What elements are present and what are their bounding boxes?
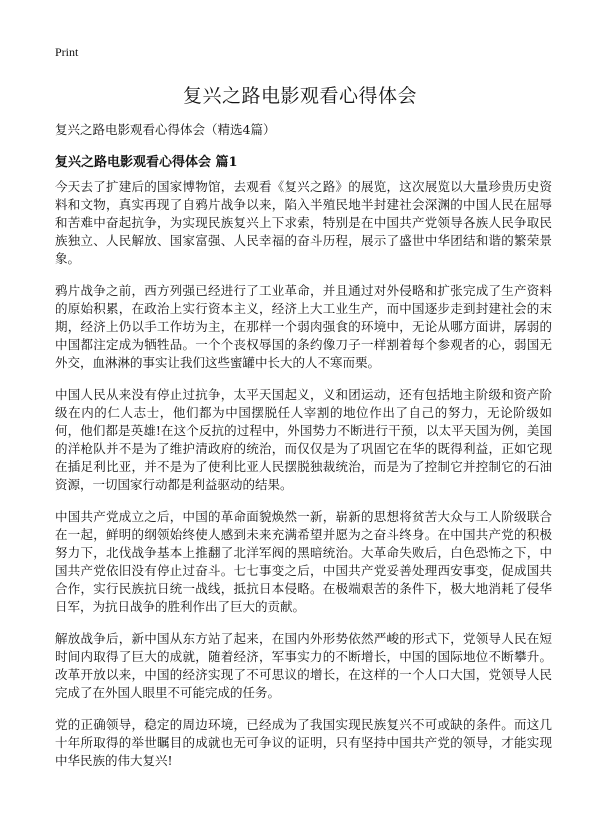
paragraph-5: 解放战争后，新中国从东方站了起来，在国内外形势依然严峻的形式下，党领导人民在短时间内取得了巨大的成就，随着经济，军事实力的不断增长，中国的国际地位不断攀升。改革开放以来，中国的经济实现了不可思议的增长，在这样的一个人口大国，党领导人民完成了在外国人眼里不可能完成的任务。 [55, 631, 552, 700]
paragraph-6: 党的正确领导，稳定的周边环境，已经成为了我国实现民族复兴不可或缺的条件。而这几十年所取得的举世瞩目的成就也无可争议的证明，只有坚持中国共产党的领导，才能实现中华民族的伟大复兴! [55, 717, 552, 768]
paragraph-1: 今天去了扩建后的国家博物馆，去观看《复兴之路》的展览，这次展览以大量珍贵历史资料和文物，真实再现了自鸦片战争以来，陷入半殖民地半封建社会深渊的中国人民在屈辱和苦难中奋起抗争，为实现民族复兴上下求索，特别是在中国共产党领导各族人民争取民族独立、人民解放、国家富强、人民幸福的奋斗历程，展示了盛世中华团结和谐的繁荣景象。 [55, 179, 552, 266]
print-label: Print [55, 45, 79, 59]
paragraph-2: 鸦片战争之前，西方列强已经进行了工业革命，并且通过对外侵略和扩张完成了生产资料的原始积累，在政治上实行资本主义，经济上大工业生产，而中国逐步走到封建社会的末期，经济上仍以手工作坊为主，在那样一个弱肉强食的环境中，无论从哪方面讲，孱弱的中国都注定成为牺牲品。一个个丧权辱国的条约像刀子一样割着每个参观者的心，弱国无外交，血淋淋的事实让我们这些蜜罐中长大的人不寒而栗。 [55, 283, 552, 370]
section-heading: 复兴之路电影观看心得体会 篇1 [55, 155, 238, 170]
article-body [55, 178, 552, 784]
page-title: 复兴之路电影观看心得体会 [182, 85, 417, 107]
paragraph-4: 中国共产党成立之后，中国的革命面貌焕然一新，崭新的思想将贫苦大众与工人阶级联合在一起，鲜明的纲领始终使人感到未来充满希望并愿为之奋斗终身。在中国共产党的积极努力下，北伐战争基本上推翻了北洋军阀的黑暗统治。大革命失败后，白色恐怖之下，中国共产党依旧没有停止过奋斗。七七事变之后，中国共产党妥善处理西安事变，促成国共合作，实行民族抗日统一战线，抵抗日本侵略。在极端艰苦的条件下，极大地消耗了侵华日军，为抗日战争的胜利作出了巨大的贡献。 [55, 509, 552, 614]
paragraph-3: 中国人民从来没有停止过抗争，太平天国起义，义和团运动，还有包括地主阶级和资产阶级在内的仁人志士，他们都为中国摆脱任人宰割的地位作出了自己的努力，无论阶级如何，他们都是英雄!在这个反抗的过程中，外国势力不断进行干预，以太平天国为例，美国的洋枪队并不是为了维护清政府的统治，而仅仅是为了巩固它在华的既得利益，正如它现在插足利比亚，并不是为了使利比亚人民摆脱独裁统治，而是为了控制它并控制它的石油资源，一切国家行动都是利益驱动的结果。 [55, 387, 552, 492]
document-subtitle: 复兴之路电影观看心得体会（精选4篇） [55, 122, 276, 137]
